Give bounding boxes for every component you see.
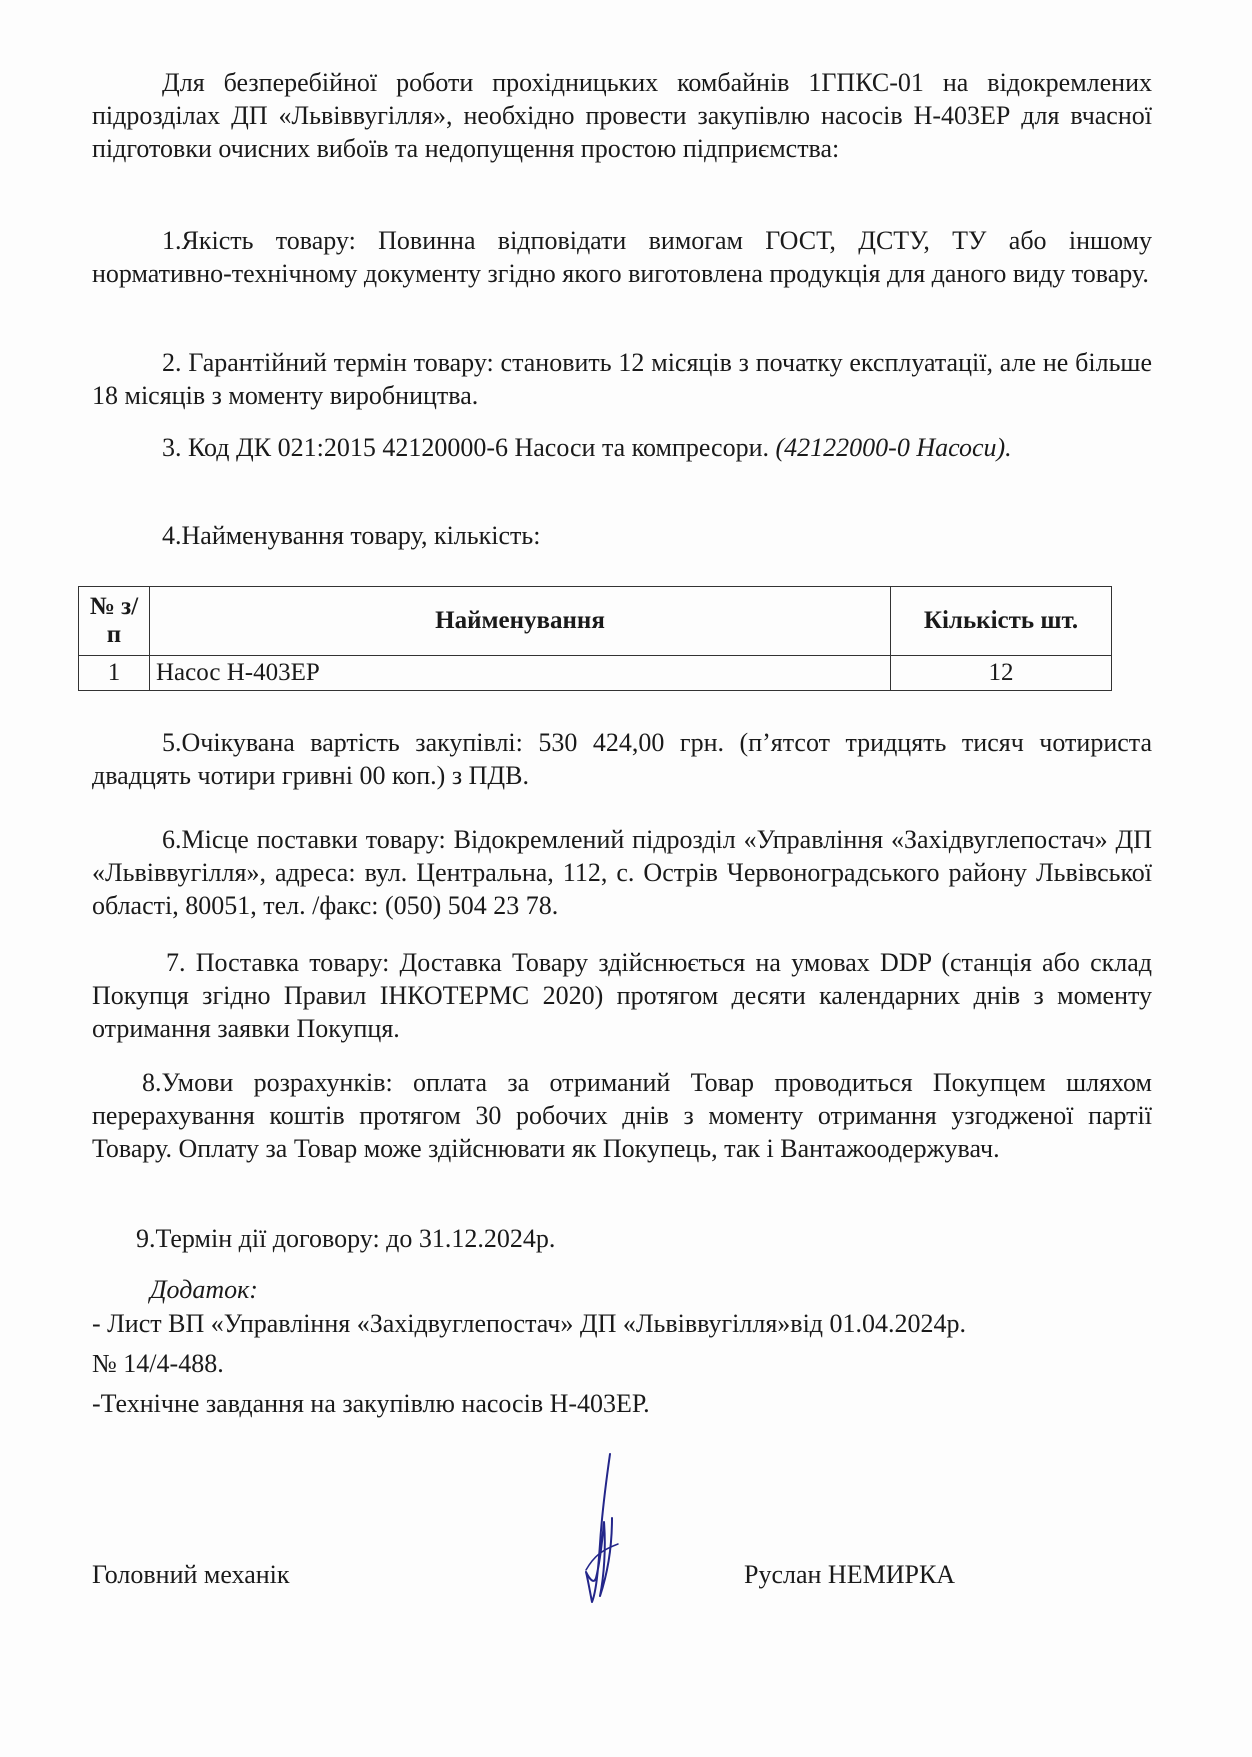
handwritten-signature	[560, 1452, 630, 1612]
goods-table-header	[79, 587, 1112, 656]
header-name: Найменування	[150, 587, 891, 656]
attachment-letter-number: № 14/4-488.	[92, 1349, 224, 1378]
payment-terms-clause: 8.Умови розрахунків: оплата за отриманий Товар проводиться Покупцем шляхом перерахування коштів протягом 30 робочих днів з моменту отримання узгодженої партії Товару. Оплату за Товар може здійснювати як Покупець, так і Вантажоодержувач.	[92, 1068, 1152, 1163]
dk-code-clause	[92, 431, 1152, 464]
table-row	[79, 656, 1112, 691]
dk-code-text: 3. Код ДК 021:2015 42120000-6 Насоси та компресори.	[162, 433, 769, 462]
header-quantity: Кількість шт.	[891, 587, 1112, 656]
row-number: 1	[79, 656, 150, 691]
signatory-position: Головний механік	[92, 1560, 290, 1589]
attachment-title: Додаток:	[150, 1275, 258, 1304]
delivery-place-clause: 6.Місце поставки товару: Відокремлений підрозділ «Управління «Західвуглепостач» ДП «Львіввугілля», адреса: вул. Центральна, 112, с. Острів Червоноградського району Львівської області, 80051, тел. /факс: (050) 504 23 78.	[92, 825, 1152, 920]
signatory-name: Руслан НЕМИРКА	[744, 1560, 956, 1589]
header-number: № з/п	[79, 587, 150, 656]
delivery-terms-clause: 7. Поставка товару: Доставка Товару здійснюється на умовах DDP (станція або склад Покупця згідно Правил ІНКОТЕРМС 2020) протягом десяти календарних днів з моменту отримання заявки Покупця.	[92, 948, 1152, 1043]
row-quantity: 12	[891, 656, 1112, 691]
contract-term-clause: 9.Термін дії договору: до 31.12.2024р.	[136, 1224, 556, 1253]
quality-clause: 1.Якість товару: Повинна відповідати вимогам ГОСТ, ДСТУ, ТУ або іншому нормативно-технічному документу згідно якого виготовлена продукція для даного виду товару.	[92, 226, 1152, 288]
intro-paragraph: Для безперебійної роботи прохідницьких комбайнів 1ГПКС-01 на відокремлених підрозділах ДП «Львіввугілля», необхідно провести закупівлю насосів Н-403ЕР для вчасної підготовки очисних вибоїв та недопущення простою підприємства:	[92, 68, 1152, 163]
dk-code-italic: (42122000-0 Насоси).	[775, 433, 1012, 462]
attachment-letter: - Лист ВП «Управління «Західвуглепостач» ДП «Львіввугілля»від 01.04.2024р.	[92, 1309, 967, 1338]
goods-table	[78, 586, 1112, 691]
cost-clause: 5.Очікувана вартість закупівлі: 530 424,00 грн. (п’ятсот тридцять тисяч чотириста двадцять чотири гривні 00 коп.) з ПДВ.	[92, 728, 1152, 790]
goods-heading: 4.Найменування товару, кількість:	[162, 521, 541, 550]
warranty-clause: 2. Гарантійний термін товару: становить 12 місяців з початку експлуатації, але не більше 18 місяців з моменту виробництва.	[92, 348, 1152, 410]
row-name: Насос Н-403ЕР	[150, 656, 891, 691]
attachment-spec: -Технічне завдання на закупівлю насосів Н-403ЕР.	[92, 1389, 650, 1418]
